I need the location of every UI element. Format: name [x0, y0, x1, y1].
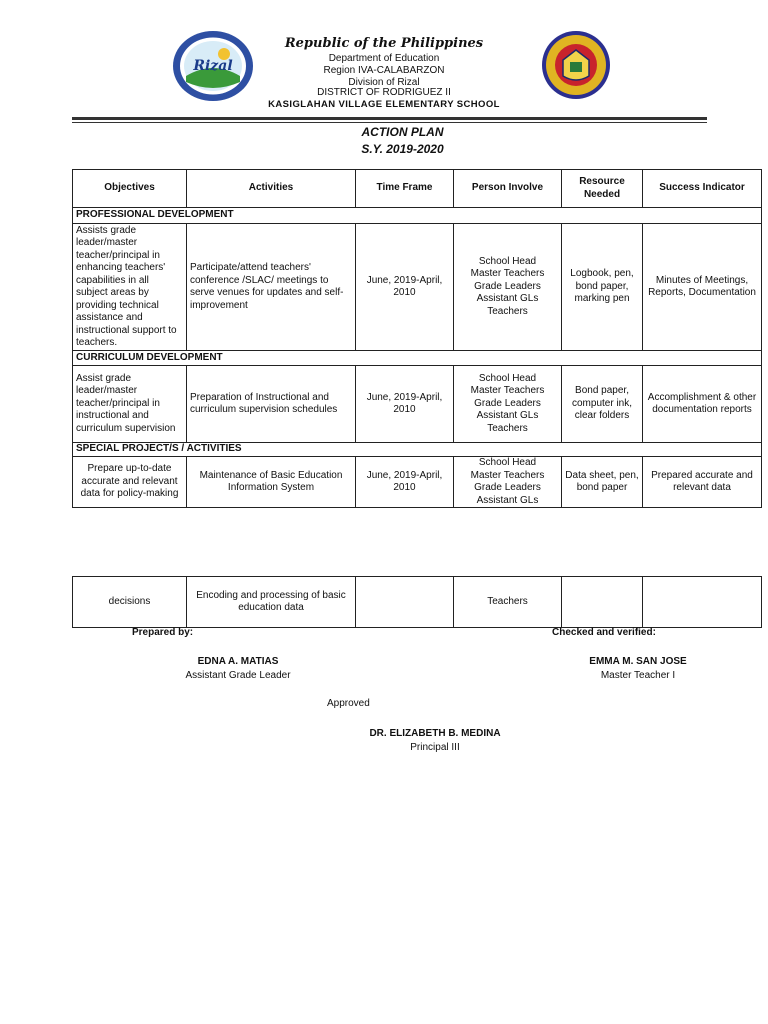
checked-verified-label: Checked and verified:: [552, 627, 656, 638]
resources-cell: Logbook, pen, bond paper, marking pen: [562, 224, 643, 351]
action-plan-table-continued: [72, 576, 762, 628]
region-line: Region IVA-CALABARZON: [323, 65, 445, 76]
person-item: Grade Leaders: [474, 397, 541, 409]
persons-cell: [454, 366, 562, 443]
person-item: Master Teachers: [470, 268, 545, 280]
table-row: [73, 224, 762, 351]
time-frame-cell: [356, 577, 454, 628]
approver-title: Principal III: [410, 742, 460, 753]
objectives-cell: decisions: [73, 577, 187, 628]
section-curriculum: CURRICULUM DEVELOPMENT: [73, 351, 762, 366]
preparer-title: Assistant Grade Leader: [185, 670, 291, 681]
table-row: [73, 457, 762, 508]
department-line: Department of Education: [328, 53, 440, 64]
header-activities: Activities: [187, 170, 356, 208]
republic-heading: Republic of the Philippines: [284, 36, 484, 51]
person-item: Assistant GLs: [476, 494, 539, 506]
person-item: Grade Leaders: [474, 482, 541, 493]
time-frame-cell: June, 2019-April, 2010: [356, 224, 454, 351]
section-special: SPECIAL PROJECT/S / ACTIVITIES: [73, 443, 762, 457]
activities-cell: Maintenance of Basic Education Information System: [187, 457, 356, 508]
section-row: [73, 351, 762, 366]
activities-cell: Preparation of Instructional and curriculum supervision schedules: [187, 366, 356, 443]
person-item: Master Teachers: [470, 385, 545, 397]
resources-cell: Data sheet, pen, bond paper: [562, 457, 643, 508]
district-line: DISTRICT OF RODRIGUEZ II: [317, 87, 451, 98]
header-resource-needed: Resource Needed: [562, 170, 643, 208]
action-plan-table: [72, 169, 762, 508]
objectives-cell: Assist grade leader/master teacher/principal in instructional and curriculum supervision: [73, 366, 187, 443]
seal-rizal-text: Rizal: [193, 58, 233, 74]
indicator-cell: Prepared accurate and relevant data: [643, 457, 762, 508]
person-item: Assistant GLs: [476, 293, 539, 305]
header-divider-thin: [72, 122, 707, 123]
objectives-cell: Assists grade leader/master teacher/principal in enhancing teachers' capabilities in all subject areas by providing technical assistance and instructional support to teachers.: [73, 224, 187, 351]
checker-name: EMMA M. SAN JOSE: [589, 656, 687, 667]
person-item: Master Teachers: [470, 469, 545, 481]
preparer-name: EDNA A. MATIAS: [197, 656, 279, 667]
table-row: [73, 577, 762, 628]
table-row: [73, 366, 762, 443]
persons-cell: [454, 457, 562, 508]
time-frame-cell: June, 2019-April, 2010: [356, 366, 454, 443]
objectives-cell: Prepare up-to-date accurate and relevant data for policy-making: [73, 457, 187, 508]
activities-cell: Encoding and processing of basic education data: [187, 577, 356, 628]
persons-cell: Teachers: [454, 577, 562, 628]
person-item: School Head: [478, 372, 537, 384]
person-item: Grade Leaders: [474, 280, 541, 292]
persons-cell: [454, 224, 562, 351]
division-line: Division of Rizal: [348, 77, 420, 88]
approver-name: DR. ELIZABETH B. MEDINA: [369, 728, 501, 739]
person-item: School Head: [478, 255, 537, 267]
checker-title: Master Teacher I: [600, 670, 676, 681]
indicator-cell: Accomplishment & other documentation reports: [643, 366, 762, 443]
header-person-involve: Person Involve: [454, 170, 562, 208]
time-frame-cell: June, 2019-April, 2010: [356, 457, 454, 508]
school-year: S.Y. 2019-2020: [361, 142, 444, 156]
prepared-by-label: Prepared by:: [132, 627, 194, 638]
header-objectives: Objectives: [73, 170, 187, 208]
person-item: School Head: [478, 457, 537, 468]
resources-cell: Bond paper, computer ink, clear folders: [562, 366, 643, 443]
indicator-cell: Minutes of Meetings, Reports, Documentation: [643, 224, 762, 351]
activities-cell: Participate/attend teachers' conference /SLAC/ meetings to serve venues for updates and self-improvement: [187, 224, 356, 351]
section-row: [73, 208, 762, 224]
indicator-cell: [643, 577, 762, 628]
resources-cell: [562, 577, 643, 628]
person-item: Teachers: [487, 305, 528, 317]
header-success-indicator: Success Indicator: [643, 170, 762, 208]
person-item: Teachers: [487, 422, 528, 434]
document-title: ACTION PLAN: [361, 125, 444, 139]
person-item: Assistant GLs: [476, 410, 539, 422]
approved-label: Approved: [327, 698, 370, 709]
header-divider: [72, 117, 707, 120]
header-time-frame: Time Frame: [356, 170, 454, 208]
section-row: [73, 443, 762, 457]
table-header-row: [73, 170, 762, 208]
school-name: KASIGLAHAN VILLAGE ELEMENTARY SCHOOL: [268, 99, 500, 110]
section-professional: PROFESSIONAL DEVELOPMENT: [73, 208, 762, 224]
